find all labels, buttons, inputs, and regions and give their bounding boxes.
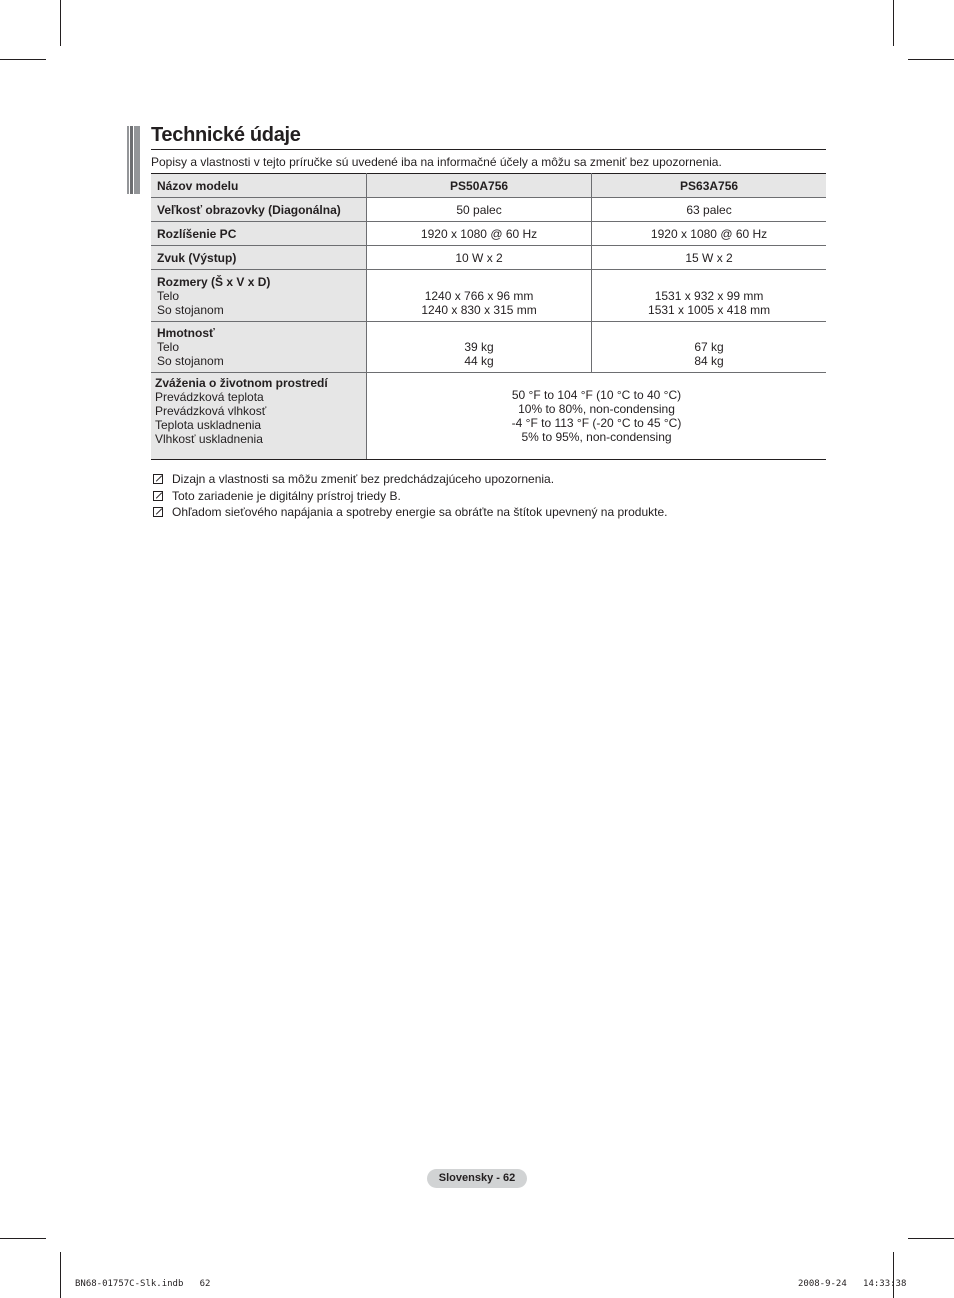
note-text: Ohľadom sieťového napájania a spotreby energie sa obráťte na štítok upevnený na produkte. [172,505,668,520]
table-row [151,373,826,460]
timestamp-slug: 2008-9-24 14:33:38 [798,1279,907,1289]
table-cell [367,322,592,373]
row-sublabel: Prevádzková teplota [155,390,264,404]
table-row [151,222,826,246]
file-slug: BN68-01757C-Slk.indb 62 [75,1279,211,1289]
cell-line: 39 kg [464,340,494,354]
table-cell: 63 palec [592,198,826,222]
note-pencil-icon [153,474,163,484]
note-pencil-icon [153,507,163,517]
cell-line: 1531 x 1005 x 418 mm [648,302,771,317]
cell-line: 5% to 95%, non-condensing [521,430,672,444]
cell-line: 1240 x 830 x 315 mm [421,302,537,317]
row-label: Rozlíšenie PC [151,222,367,246]
note-item [153,471,668,488]
table-cell [592,322,826,373]
cell-line: 10% to 80%, non-condensing [518,402,675,416]
table-cell: 1920 x 1080 @ 60 Hz [592,222,826,246]
notes-list [153,471,668,521]
table-cell [367,373,827,460]
spec-table [151,173,826,460]
cell-line: 1531 x 932 x 99 mm [654,288,764,303]
crop-mark [60,1252,61,1298]
table-cell: 10 W x 2 [367,246,592,270]
table-row [151,198,826,222]
row-sublabel: So stojanom [157,302,224,317]
note-text: Dizajn a vlastnosti sa môžu zmeniť bez predchádzajúceho upozornenia. [172,472,555,487]
row-sublabel: Prevádzková vlhkosť [155,404,267,418]
table-row [151,270,826,322]
row-sublabel: So stojanom [157,354,224,368]
crop-mark [908,1238,954,1239]
row-sublabel: Vlhkosť uskladnenia [155,432,263,446]
crop-mark [908,59,954,60]
row-sublabel: Teplota uskladnenia [155,418,262,432]
crop-mark [893,1252,894,1298]
row-label-group [151,322,367,373]
row-label: Zvuk (Výstup) [151,246,367,270]
crop-mark [893,0,894,46]
cell-line: 44 kg [464,354,494,368]
note-text: Toto zariadenie je digitálny prístroj triedy B. [172,488,401,503]
cell-line: 84 kg [694,354,724,368]
intro-text: Popisy a vlastnosti v tejto príručke sú uvedené iba na informačné účely a môžu sa zmeniť bez upozornenia. [151,155,722,169]
row-sublabel: Telo [157,340,180,354]
model-a-header: PS50A756 [367,174,592,198]
cell-line: 50 °F to 104 °F (10 °C to 40 °C) [511,388,682,402]
row-label: Zváženia o životnom prostredí [155,376,328,390]
page-title: Technické údaje [151,124,301,146]
row-label: Rozmery (Š x V x D) [157,274,271,289]
model-b-header: PS63A756 [592,174,826,198]
row-sublabel: Telo [157,288,180,303]
page-number-badge: Slovensky - 62 [427,1169,527,1188]
table-cell: 15 W x 2 [592,246,826,270]
table-row [151,322,826,373]
table-cell: 1920 x 1080 @ 60 Hz [367,222,592,246]
cell-line: -4 °F to 113 °F (-20 °C to 45 °C) [511,416,682,430]
table-cell: 50 palec [367,198,592,222]
note-pencil-icon [153,491,163,501]
row-label: Veľkosť obrazovky (Diagonálna) [151,198,367,222]
table-row [151,174,826,198]
crop-mark [60,0,61,46]
table-cell [367,270,592,322]
row-label: Hmotnosť [157,326,215,340]
crop-mark [0,59,46,60]
note-item [153,488,668,505]
row-label-group [151,373,367,460]
table-cell [592,270,826,322]
cell-line: 1240 x 766 x 96 mm [424,288,534,303]
row-label-group [151,270,367,322]
row-label: Názov modelu [151,174,367,198]
title-rule [151,149,826,150]
crop-mark [0,1238,46,1239]
note-item [153,504,668,521]
table-row [151,246,826,270]
cell-line: 67 kg [694,340,724,354]
